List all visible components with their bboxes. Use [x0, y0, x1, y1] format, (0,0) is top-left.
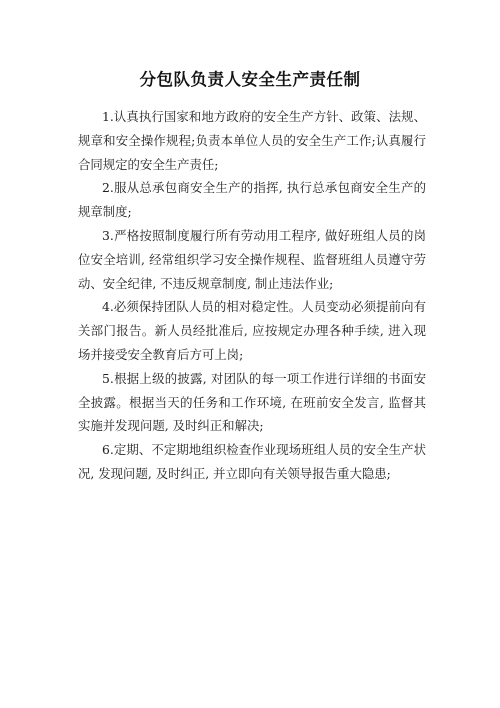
paragraph-5: 5.根据上级的披露, 对团队的每一项工作进行详细的书面安全披露。根据当天的任务和工作环境, 在班前安全发言, 监督其实施并发现问题, 及时纠正和解决; — [78, 370, 426, 434]
paragraph-3: 3.严格按照制度履行所有劳动用工程序, 做好班组人员的岗位安全培训, 经常组织学习安全操作规程、监督班组人员遵守劳动、安全纪律, 不违反规章制度, 制止违法作业; — [78, 227, 426, 291]
paragraph-4: 4.必须保持团队人员的相对稳定性。人员变动必须提前向有关部门报告。新人员经批准后, 应按规定办理各种手续, 进入现场并接受安全教育后方可上岗; — [78, 299, 426, 362]
document-title: 分包队负责人安全生产责任制 — [139, 70, 361, 89]
paragraph-6: 6.定期、不定期地组织检查作业现场班组人员的安全生产状况, 发现问题, 及时纠正, 并立即向有关领导报告重大隐患; — [78, 442, 426, 481]
document-body — [78, 105, 426, 486]
paragraph-1: 1.认真执行国家和地方政府的安全生产方针、政策、法规、规章和安全操作规程;负责本单位人员的安全生产工作;认真履行合同规定的安全生产责任; — [78, 109, 426, 172]
paragraph-2: 2.服从总承包商安全生产的指挥, 执行总承包商安全生产的规章制度; — [78, 180, 426, 220]
